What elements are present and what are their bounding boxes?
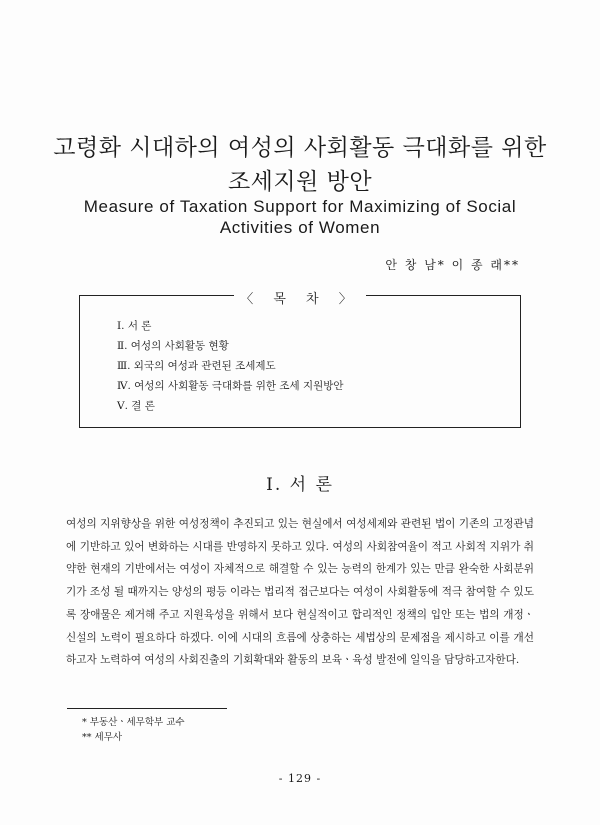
page-number: - 129 - xyxy=(278,772,322,785)
title-english-line2: Activities of Women xyxy=(219,218,381,237)
title-korean-line2: 조세지원 방안 xyxy=(227,169,373,195)
title-korean-line1: 고령화 시대하의 여성의 사회활동 극대화를 위한 xyxy=(53,135,547,161)
toc-heading-wrap xyxy=(0,288,600,307)
footnote-1: * 부동산ㆍ세무학부 교수 xyxy=(82,717,185,728)
title-english-line1: Measure of Taxation Support for Maximizing of Social xyxy=(83,197,517,216)
body-paragraph: 여성의 지위향상을 위한 여성정책이 추진되고 있는 현실에서 여성세제와 관련된 법이 기존의 고정관념에 기반하고 있어 변화하는 시대를 반영하지 못하고 있다. 여성의 사회참여율이 적고 사회적 지위가 취약한 현재의 기반에서는 여성이 자체적으로 해결할 수 있는 능력의 한계가 있는 만큼 완숙한 사회분위기가 조성 될 때까지는 양성의 평등 이라는 법리적 접근보다는 여성이 사회활동에 적극 참여할 수 있도록 장애물은 제거해 주고 지원육성을 위해서 보다 현실적이고 합리적인 정책의 입안 또는 법의 개정ㆍ신설의 노력이 필요하다 하겠다. 이에 시대의 흐름에 상충하는 세법상의 문제점을 제시하고 이를 개선하고자 노력하여 여성의 사회진출의 기회확대와 활동의 보육ㆍ육성 발전에 일익을 담당하고자한다. xyxy=(66,518,534,667)
toc-heading: 〈 목 차 〉 xyxy=(234,292,366,307)
toc-item: Ⅰ. 서 론 xyxy=(117,320,152,332)
toc-item: Ⅴ. 결 론 xyxy=(117,400,155,412)
toc-list xyxy=(117,316,344,416)
toc-item: Ⅳ. 여성의 사회활동 극대화를 위한 조세 지원방안 xyxy=(117,380,344,392)
section-title: Ⅰ. 서 론 xyxy=(266,475,334,495)
authors: 안 창 남* 이 종 래** xyxy=(385,258,520,272)
footnote-divider xyxy=(67,708,227,709)
toc-item: Ⅱ. 여성의 사회활동 현황 xyxy=(117,340,229,352)
toc-item: Ⅲ. 외국의 여성과 관련된 조세제도 xyxy=(117,360,276,372)
footnotes xyxy=(82,715,185,745)
footnote-2: ** 세무사 xyxy=(82,732,123,743)
